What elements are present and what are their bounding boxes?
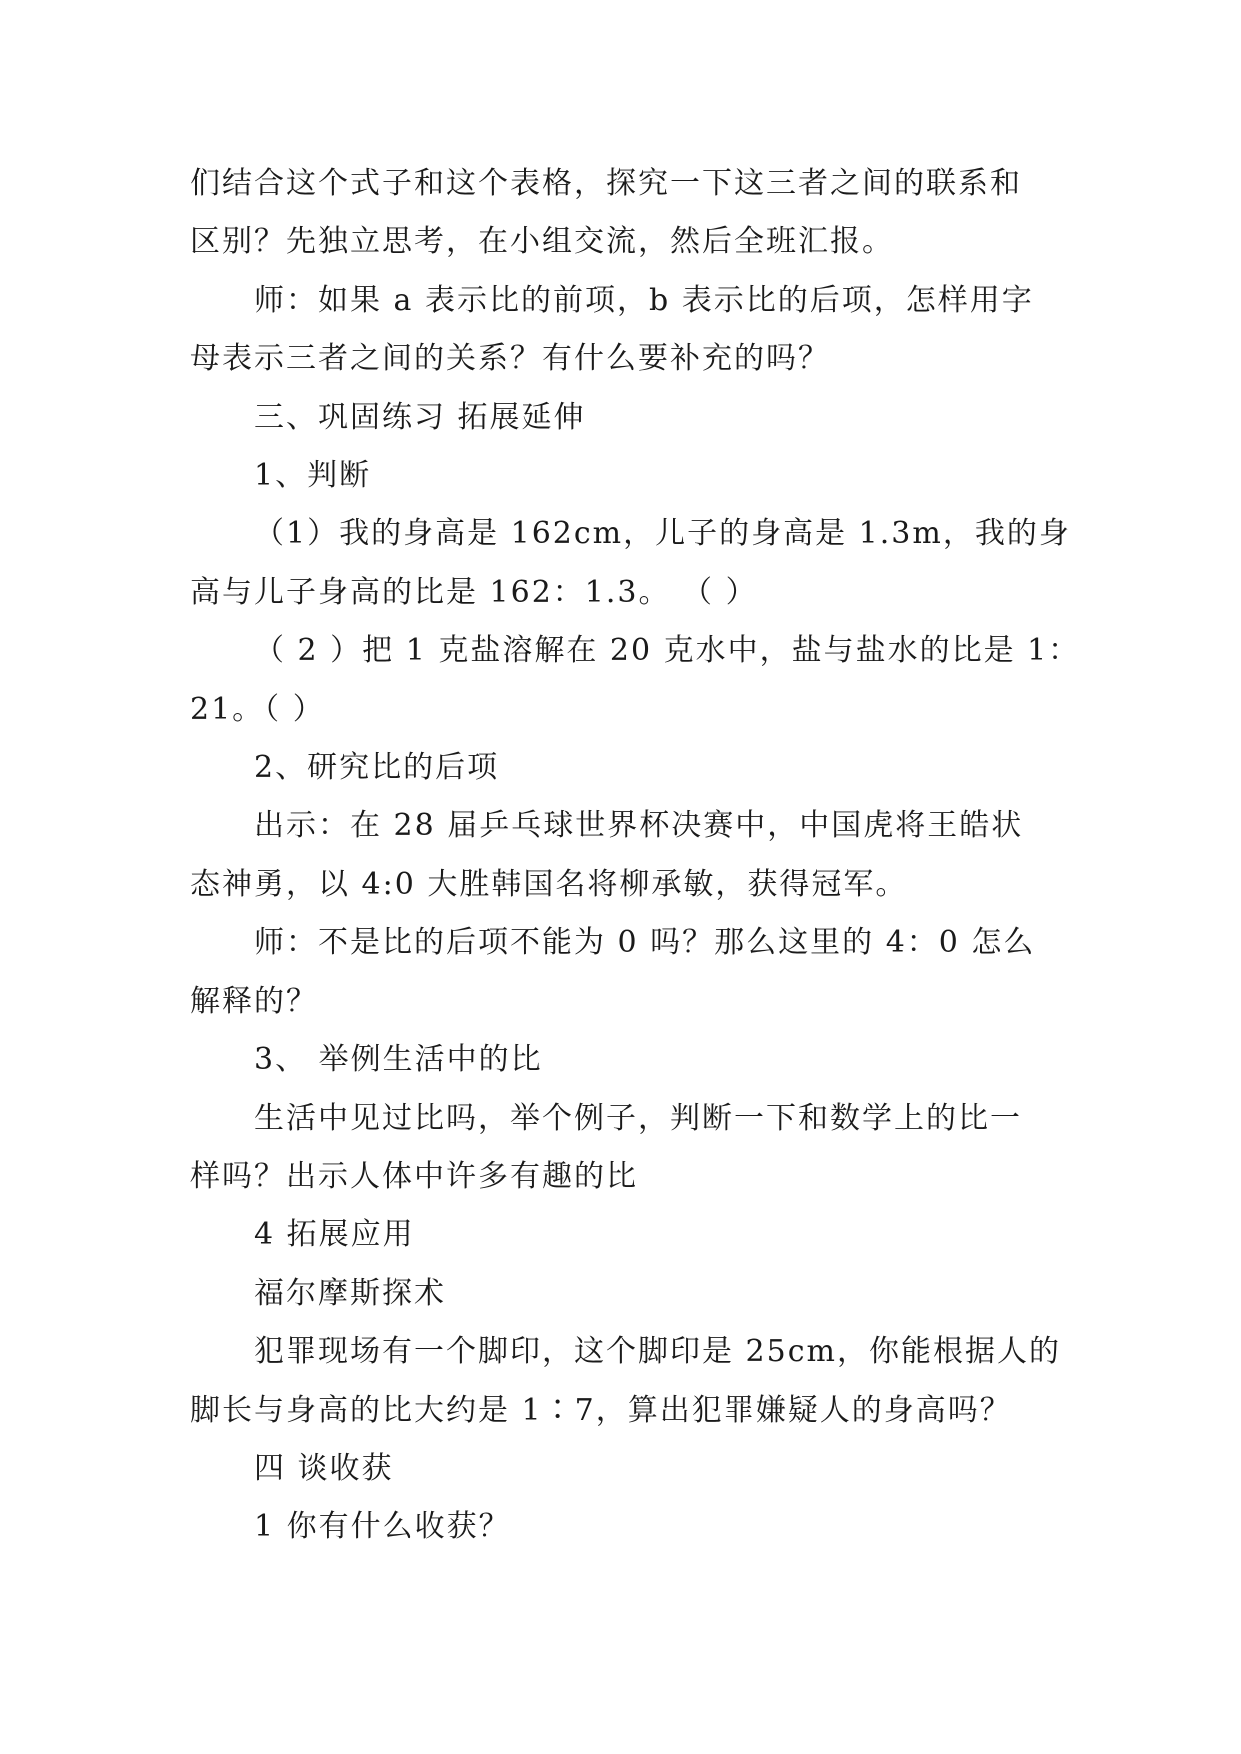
text-line: 高与儿子身高的比是 162：1.3。 （ ） bbox=[190, 574, 758, 610]
heading-line: 2、研究比的后项 bbox=[254, 750, 500, 786]
text-line: （1）我的身高是 162cm，儿子的身高是 1.3m，我的身 bbox=[254, 516, 1071, 552]
text-line: 犯罪现场有一个脚印，这个脚印是 25cm，你能根据人的 bbox=[254, 1334, 1061, 1370]
heading-line: 3、 举例生活中的比 bbox=[254, 1042, 543, 1078]
section-heading-harvest bbox=[190, 1440, 1060, 1498]
text-line: 解释的？ bbox=[190, 983, 318, 1019]
item-heading-application bbox=[190, 1206, 1060, 1264]
text-line: 们结合这个式子和这个表格，探究一下这三者之间的联系和 bbox=[190, 166, 1022, 201]
text-line: 脚长与身高的比大约是 1∶7，算出犯罪嫌疑人的身高吗？ bbox=[190, 1392, 1012, 1428]
heading-line: 三、巩固练习 拓展延伸 bbox=[254, 399, 586, 435]
paragraph-harvest-question bbox=[190, 1498, 1060, 1556]
paragraph-teacher-letters bbox=[190, 272, 1060, 389]
text-line: （ 2 ）把 1 克盐溶解在 20 克水中，盐与盐水的比是 1： bbox=[254, 633, 1081, 669]
paragraph-judge-question-1 bbox=[190, 505, 1071, 622]
item-heading-judge bbox=[190, 447, 1060, 505]
text-column bbox=[190, 155, 1081, 1557]
item-heading-consequent bbox=[190, 739, 1060, 797]
section-heading-consolidation bbox=[190, 389, 1060, 447]
text-line: 1 你有什么收获？ bbox=[254, 1509, 511, 1545]
paragraph-teacher-zero bbox=[190, 914, 1060, 1031]
text-line: 师：如果 a 表示比的前项，b 表示比的后项，怎样用字 bbox=[254, 282, 1034, 318]
paragraph-judge-question-2 bbox=[190, 622, 1081, 739]
heading-line: 4 拓展应用 bbox=[254, 1217, 415, 1253]
text-line: 母表示三者之间的关系？有什么要补充的吗？ bbox=[190, 341, 830, 377]
paragraph-pingpong-example bbox=[190, 797, 1060, 914]
text-line: 21。（ ） bbox=[190, 691, 325, 727]
text-line: 区别？先独立思考，在小组交流，然后全班汇报。 bbox=[190, 224, 894, 260]
paragraph-intro-continued bbox=[190, 155, 1060, 272]
text-line: 态神勇，以 4:0 大胜韩国名将柳承敏，获得冠军。 bbox=[190, 866, 908, 902]
subheading-holmes bbox=[190, 1265, 1060, 1323]
paragraph-footprint-question bbox=[190, 1323, 1060, 1440]
heading-line: 福尔摩斯探术 bbox=[254, 1275, 446, 1311]
heading-line: 四 谈收获 bbox=[254, 1450, 394, 1486]
text-line: 师：不是比的后项不能为 0 吗？那么这里的 4：0 怎么 bbox=[254, 925, 1036, 961]
text-line: 出示：在 28 届乒乓球世界杯决赛中，中国虎将王皓状 bbox=[254, 808, 1024, 844]
text-line: 样吗？出示人体中许多有趣的比 bbox=[190, 1158, 638, 1194]
paragraph-life-ratio bbox=[190, 1090, 1060, 1207]
item-heading-life-examples bbox=[190, 1031, 1060, 1089]
heading-line: 1、判断 bbox=[254, 458, 372, 494]
text-line: 生活中见过比吗，举个例子，判断一下和数学上的比一 bbox=[254, 1100, 1022, 1136]
